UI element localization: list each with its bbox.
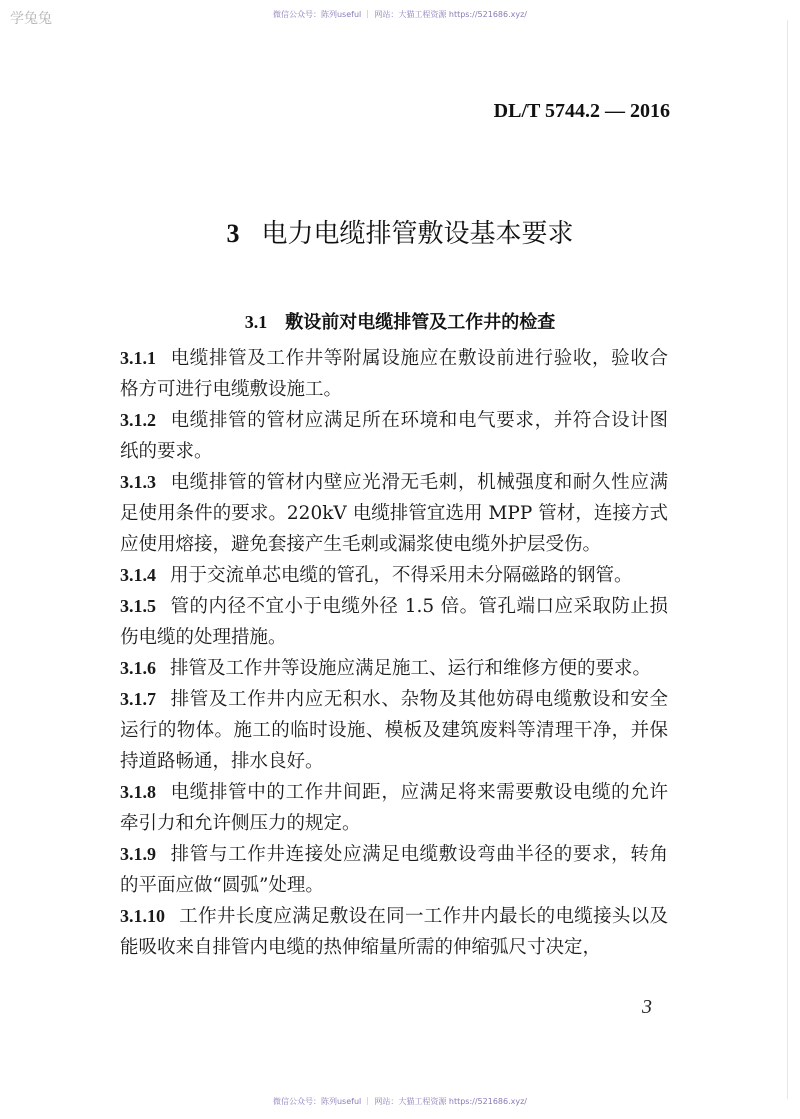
clause-number: 3.1.4 (120, 565, 156, 585)
clause-number: 3.1.6 (120, 658, 156, 678)
clause-number: 3.1.7 (120, 689, 156, 709)
clause-number: 3.1.10 (120, 906, 165, 926)
clause-list (120, 343, 668, 963)
clause-3-1-6 (120, 653, 668, 684)
clause-number: 3.1.9 (120, 844, 156, 864)
top-banner: 微信公众号：陈列useful ｜ 网站：大猫工程资源 https://521686.xyz/ (272, 10, 528, 19)
clause-number: 3.1.8 (120, 782, 156, 802)
clause-3-1-2 (120, 405, 668, 467)
clause-text: 管的内径不宜小于电缆外径 1.5 倍。管孔端口应采取防止损伤电缆的处理措施。 (120, 596, 668, 648)
bottom-banner: 微信公众号：陈列useful ｜ 网站：大猫工程资源 https://521686.xyz/ (272, 1097, 528, 1106)
clause-number: 3.1.1 (120, 348, 156, 368)
page-edge-line (787, 20, 788, 1099)
clause-3-1-10 (120, 901, 668, 963)
clause-text: 电缆排管的管材应满足所在环境和电气要求，并符合设计图纸的要求。 (120, 410, 668, 462)
watermark: 学兔兔 (10, 11, 52, 27)
chapter-heading (0, 213, 800, 250)
clause-3-1-4 (120, 560, 668, 591)
clause-3-1-9 (120, 839, 668, 901)
clause-text: 排管及工作井等设施应满足施工、运行和维修方便的要求。 (170, 658, 652, 679)
clause-text: 电缆排管及工作井等附属设施应在敷设前进行验收，验收合格方可进行电缆敷设施工。 (120, 348, 668, 400)
clause-text: 电缆排管的管材内壁应光滑无毛刺，机械强度和耐久性应满足使用条件的要求。220kV 电缆排管宜选用 MPP 管材，连接方式应使用熔接，避免套接产生毛刺或漏浆使电缆外护层受伤。 (120, 472, 668, 555)
section-title: 敷设前对电缆排管及工作井的检查 (285, 312, 556, 333)
clause-number: 3.1.2 (120, 410, 156, 430)
clause-number: 3.1.5 (120, 596, 156, 616)
section-heading (0, 308, 800, 334)
clause-number: 3.1.3 (120, 472, 156, 492)
clause-3-1-5 (120, 591, 668, 653)
clause-3-1-1 (120, 343, 668, 405)
page-number: 3 (642, 996, 652, 1018)
chapter-number: 3 (226, 219, 240, 248)
standard-code: DL/T 5744.2 — 2016 (493, 100, 670, 122)
clause-text: 工作井长度应满足敷设在同一工作井内最长的电缆接头以及能吸收来自排管内电缆的热伸缩量所需的伸缩弧尺寸决定， (120, 906, 668, 958)
chapter-title: 电力电缆排管敷设基本要求 (261, 219, 574, 249)
clause-3-1-8 (120, 777, 668, 839)
clause-text: 排管与工作井连接处应满足电缆敷设弯曲半径的要求，转角的平面应做“圆弧”处理。 (120, 844, 668, 896)
section-number: 3.1 (244, 312, 268, 332)
clause-text: 排管及工作井内应无积水、杂物及其他妨碍电缆敷设和安全运行的物体。施工的临时设施、模板及建筑废料等清理干净，并保持道路畅通，排水良好。 (120, 689, 668, 772)
clause-text: 电缆排管中的工作井间距，应满足将来需要敷设电缆的允许牵引力和允许侧压力的规定。 (120, 782, 668, 834)
clause-3-1-7 (120, 684, 668, 777)
clause-3-1-3 (120, 467, 668, 560)
clause-text: 用于交流单芯电缆的管孔，不得采用未分隔磁路的钢管。 (170, 565, 633, 586)
